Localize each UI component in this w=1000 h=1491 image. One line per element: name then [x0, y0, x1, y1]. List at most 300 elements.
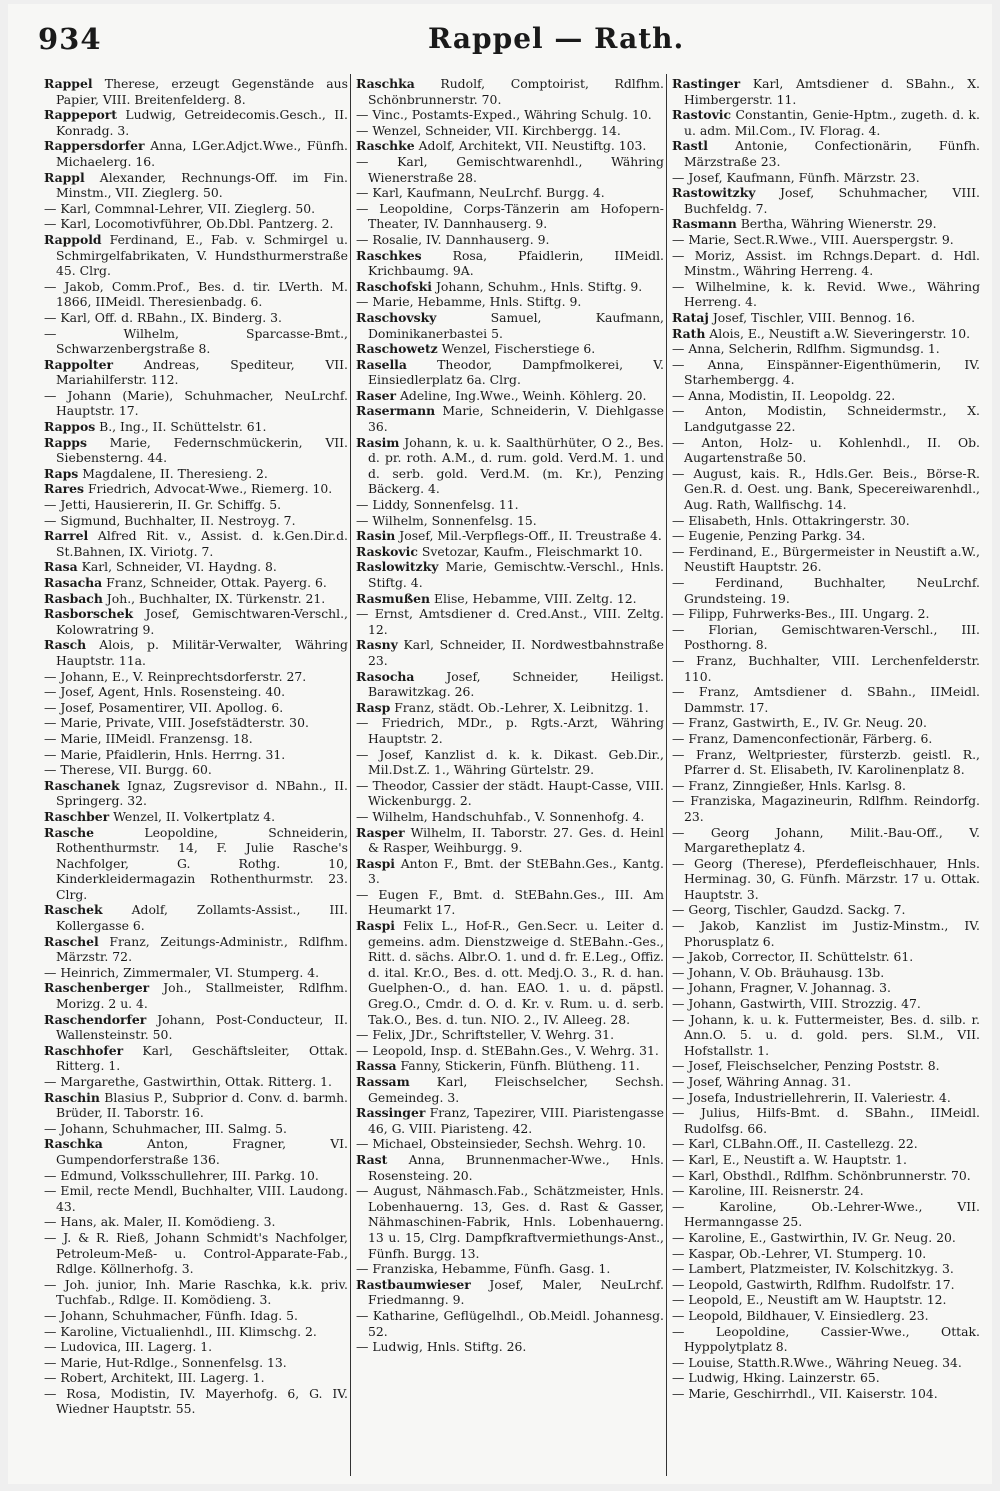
entry-surname: Raschendorfer: [44, 1011, 147, 1027]
entry-details: — Karl, Gemischtwarenhdl., Währing Wienerstraße 28.: [356, 153, 664, 185]
entry-details: — Josefa, Industriellehrerin, II. Valeriestr. 4.: [672, 1089, 951, 1105]
entry-details: Ignaz, Zugsrevisor d. NBahn., II. Springerg. 32.: [56, 777, 348, 809]
directory-entry: [44, 715, 348, 731]
directory-entry: [672, 949, 980, 965]
directory-entry: [356, 825, 664, 856]
entry-details: — Wilhelm, Sonnenfelsg. 15.: [356, 512, 537, 528]
entry-details: Leopoldine, Schneiderin, Rothenthurmstr. 14, F. Julie Rasche's Nachfolger, G. Rothg. 10, Kinderkleidermagazin Rothenthurmstr. 23. Clrg.: [56, 824, 348, 902]
entry-details: Theodor, Dampfmolkerei, V. Einsiedlerplatz 6a. Clrg.: [368, 356, 664, 388]
entry-details: — Rosa, Modistin, IV. Mayerhofg. 6, G. IV. Wiedner Hauptstr. 55.: [44, 1385, 348, 1417]
column-rule: [666, 74, 667, 1476]
directory-entry: [356, 388, 664, 404]
entry-details: Marie, Schneiderin, V. Diehlgasse 36.: [368, 403, 664, 435]
directory-entry: [44, 138, 348, 169]
entry-surname: Rasper: [356, 824, 405, 840]
directory-entry: [672, 1277, 980, 1293]
directory-entry: [44, 107, 348, 138]
entry-details: — Anton, Holz- u. Kohlenhdl., II. Ob. Augartenstraße 50.: [672, 434, 980, 466]
directory-entry: [672, 216, 980, 232]
column-2: [356, 76, 664, 1476]
directory-entry: [672, 1012, 980, 1059]
entry-surname: Rares: [44, 481, 84, 497]
entry-details: Blasius P., Subprior d. Conv. d. barmh. Brüder, II. Taborstr. 16.: [56, 1089, 348, 1121]
entry-details: — Georg Johann, Milit.-Bau-Off., V. Margaretheplatz 4.: [672, 824, 980, 856]
entry-surname: Rastovic: [672, 107, 732, 123]
entry-details: — Michael, Obsteinsieder, Sechsh. Wehrg. 10.: [356, 1136, 646, 1152]
directory-entry: [672, 388, 980, 404]
directory-entry: [44, 170, 348, 201]
directory-entry: [44, 747, 348, 763]
directory-entry: [356, 1043, 664, 1059]
entry-details: Anna, LGer.Adjct.Wwe., Fünfh. Michaelerg. 16.: [56, 138, 348, 169]
entry-details: — Liddy, Sonnenfelsg. 11.: [356, 497, 519, 513]
entry-details: — Josef, Agent, Hnls. Rosensteing. 40.: [44, 684, 286, 700]
entry-details: Adolf, Architekt, VII. Neustiftg. 103.: [418, 138, 647, 154]
entry-details: — Karl, Off. d. RBahn., IX. Binderg. 3.: [44, 309, 282, 325]
entry-surname: Rappeport: [44, 107, 118, 123]
directory-entry: [44, 435, 348, 466]
directory-entry: [44, 778, 348, 809]
entry-details: — Marie, Private, VIII. Josefstädterstr. 30.: [44, 715, 309, 731]
directory-entry: [44, 1074, 348, 1090]
directory-entry: [44, 1386, 348, 1417]
entry-details: — Marie, Pfaidlerin, Hnls. Herrng. 31.: [44, 746, 286, 762]
entry-details: — Karl, Kaufmann, NeuLrchf. Burgg. 4.: [356, 185, 605, 201]
entry-surname: Rassa: [356, 1058, 397, 1074]
entry-details: Marie, Gemischtw.-Verschl., Hnls. Stiftg. 4.: [368, 559, 664, 590]
entry-details: — Josef, Kaufmann, Fünfh. Märzstr. 23.: [672, 169, 920, 185]
page-number: 934: [38, 22, 102, 56]
entry-details: Josef, Schneider, Heiligst. Barawitzkag. 26.: [368, 668, 664, 700]
entry-surname: Rataj: [672, 309, 709, 325]
directory-entry: [672, 731, 980, 747]
entry-details: — Wenzel, Schneider, VII. Kirchbergg. 14.: [356, 122, 621, 138]
directory-entry: [356, 357, 664, 388]
directory-entry: [672, 1308, 980, 1324]
directory-entry: [356, 232, 664, 248]
directory-entry: [672, 513, 980, 529]
entry-details: Josef, Maler, NeuLrchf. Friedmanng. 9.: [368, 1276, 664, 1308]
entry-details: — Marie, Hut-Rdlge., Sonnenfelsg. 13.: [44, 1354, 287, 1370]
entry-details: — Johann (Marie), Schuhmacher, NeuLrchf. Hauptstr. 17.: [44, 387, 348, 419]
entry-surname: Raspi: [356, 918, 395, 934]
entry-details: — August, Nähmasch.Fab., Schätzmeister, Hnls. Lobenhauerng. 13, Ges. d. Rast & Gasser, Nähmaschinen-Fabrik, Hnls. Lobenhauerng. 13 u. 15, Clrg. Dampfkraftvermiethungs-Anst., Fünfh. Burgg. 13.: [356, 1183, 664, 1261]
entry-details: Ferdinand, E., Fab. v. Schmirgel u. Schmirgelfabrikaten, V. Hundsthurmerstraße 45. Clrg.: [56, 231, 348, 279]
entry-details: Josef, Schuhmacher, VIII. Buchfeldg. 7.: [684, 185, 980, 216]
entry-surname: Raser: [356, 387, 396, 403]
entry-details: — Wilhelm, Handschuhfab., V. Sonnenhofg. 4.: [356, 808, 645, 824]
directory-entry: [44, 232, 348, 279]
entry-surname: Raslowitzky: [356, 559, 439, 575]
entry-surname: Raschenberger: [44, 980, 150, 996]
entry-details: — J. & R. Rieß, Johann Schmidt's Nachfolger, Petroleum-Meß- u. Control-Apparate-Fab., Rdlge. Köllnerhofg. 3.: [44, 1229, 348, 1277]
entry-surname: Raschovsky: [356, 309, 437, 325]
entry-details: — Jakob, Comm.Prof., Bes. d. tir. LVerth. M. 1866, IIMeidl. Theresienbadg. 6.: [44, 278, 348, 310]
entry-details: — Marie, Sect.R.Wwe., VIII. Auerspergstr. 9.: [672, 231, 954, 247]
entry-surname: Raschel: [44, 933, 99, 949]
entry-details: — Anna, Einspänner-Eigenthümerin, IV. Starhembergg. 4.: [672, 356, 980, 388]
directory-entry: [44, 201, 348, 217]
directory-entry: [356, 123, 664, 139]
entry-details: — Jakob, Corrector, II. Schüttelstr. 61.: [672, 949, 914, 965]
entry-details: — Ernst, Amtsdiener d. Cred.Anst., VIII. Zeltg. 12.: [356, 606, 664, 637]
entry-details: — Sigmund, Buchhalter, II. Nestroyg. 7.: [44, 512, 296, 528]
entry-details: Rudolf, Comptoirist, Rdlfhm. Schönbrunnerstr. 70.: [368, 76, 664, 107]
entry-details: — Franziska, Magazineurin, Rdlfhm. Reindorfg. 23.: [672, 793, 980, 824]
entry-details: — Georg (Therese), Pferdefleischhauer, Hnls. Herminag. 30, G. Fünfh. Märzstr. 17 u. Ottak. Hauptstr. 3.: [672, 855, 980, 902]
directory-entry: [44, 419, 348, 435]
directory-entry: [44, 1136, 348, 1167]
entry-surname: Rasch: [44, 637, 87, 653]
entry-surname: Raspi: [356, 855, 395, 871]
directory-entry: [356, 1183, 664, 1261]
entry-details: — Leopoldine, Cassier-Wwe., Ottak. Hyppolytplatz 8.: [672, 1323, 980, 1355]
entry-surname: Rassam: [356, 1074, 410, 1089]
entry-details: — Wilhelm, Sparcasse-Bmt., Schwarzenbergstraße 8.: [44, 325, 348, 357]
directory-entry: [44, 684, 348, 700]
entry-surname: Raskovic: [356, 543, 418, 559]
directory-entry: [356, 1074, 664, 1105]
directory-entry: [44, 1214, 348, 1230]
entry-details: — Franz, Zinngießer, Hnls. Karlsg. 8.: [672, 777, 906, 793]
entry-details: Karl, Amtsdiener d. SBahn., X. Himbergerstr. 11.: [684, 76, 980, 107]
entry-details: — Franz, Buchhalter, VIII. Lerchenfelderstr. 110.: [672, 652, 980, 684]
entry-details: Bertha, Währing Wienerstr. 29.: [740, 216, 937, 232]
entry-details: — Kaspar, Ob.-Lehrer, VI. Stumperg. 10.: [672, 1245, 927, 1261]
entry-surname: Rasacha: [44, 575, 103, 590]
entry-details: Karl, Fleischselcher, Sechsh. Gemeindeg. 3.: [368, 1074, 664, 1105]
directory-entry: [672, 357, 980, 388]
entry-details: Karl, Geschäftsleiter, Ottak. Ritterg. 1.: [56, 1042, 348, 1074]
entry-surname: Rastbaumwieser: [356, 1276, 471, 1292]
entry-details: — Eugenie, Penzing Parkg. 34.: [672, 528, 866, 544]
entry-details: Joh., Stallmeister, Rdlfhm. Morizg. 2 u. 4.: [56, 980, 348, 1012]
directory-entry: [672, 1261, 980, 1277]
column-1: [44, 76, 348, 1476]
entry-details: — Heinrich, Zimmermaler, VI. Stumperg. 4.: [44, 964, 320, 980]
directory-entry: [356, 918, 664, 1027]
directory-entry: [672, 544, 980, 575]
column-3: [672, 76, 980, 1476]
entry-surname: Rappos: [44, 419, 96, 435]
entry-details: — Ludwig, Hnls. Stiftg. 26.: [356, 1339, 527, 1355]
directory-entry: [672, 435, 980, 466]
entry-details: Franz, Schneider, Ottak. Payerg. 6.: [106, 575, 327, 590]
directory-entry: [356, 154, 664, 185]
entry-details: — Josef, Währing Annag. 31.: [672, 1074, 852, 1089]
entry-details: Johann, Post-Conducteur, II. Wallensteinstr. 50.: [56, 1011, 348, 1043]
entry-details: — Josef, Posamentirer, VII. Apollog. 6.: [44, 699, 284, 715]
entry-details: — Louise, Statth.R.Wwe., Währing Neueg. 34.: [672, 1354, 962, 1370]
entry-details: — Ludwig, Hking. Lainzerstr. 65.: [672, 1370, 880, 1386]
directory-entry: [672, 1168, 980, 1184]
directory-entry: [44, 497, 348, 513]
directory-entry: [672, 466, 980, 513]
directory-entry: [672, 1074, 980, 1090]
entry-details: Josef, Tischler, VIII. Bennog. 16.: [712, 309, 916, 325]
directory-entry: [44, 669, 348, 685]
directory-entry: [44, 1183, 348, 1214]
entry-details: — Marie, Geschirrhdl., VII. Kaiserstr. 104.: [672, 1385, 938, 1401]
entry-surname: Rasa: [44, 559, 78, 575]
directory-entry: [44, 591, 348, 607]
directory-entry: [356, 435, 664, 497]
entry-surname: Rasbach: [44, 590, 103, 606]
directory-entry: [672, 684, 980, 715]
entry-details: — Ferdinand, Buchhalter, NeuLrchf. Grundsteing. 19.: [672, 575, 980, 606]
entry-surname: Rastinger: [672, 76, 741, 91]
entry-surname: Rappolter: [44, 356, 114, 372]
entry-details: — Karoline, E., Gastwirthin, IV. Gr. Neug. 20.: [672, 1229, 956, 1245]
entry-details: Marie, Federnschmückerin, VII. Siebensterng. 44.: [56, 434, 348, 466]
entry-details: — Moriz, Assist. im Rchngs.Depart. d. Hdl. Minstm., Währing Herreng. 4.: [672, 247, 980, 279]
directory-entry: [672, 1386, 980, 1402]
directory-entry: [672, 1370, 980, 1386]
entry-details: Wenzel, Fischerstiege 6.: [441, 341, 596, 357]
directory-entry: [44, 980, 348, 1011]
entry-details: — Jakob, Kanzlist im Justiz-Minstm., IV. Phorusplatz 6.: [672, 918, 980, 949]
entry-details: — Vinc., Postamts-Exped., Währing Schulg. 10.: [356, 107, 652, 123]
directory-entry: [356, 778, 664, 809]
entry-details: Adolf, Zollamts-Assist., III. Kollergasse 6.: [56, 902, 348, 934]
directory-entry: [356, 1339, 664, 1355]
directory-entry: [44, 1277, 348, 1308]
directory-entry: [356, 107, 664, 123]
entry-details: Franz, Zeitungs-Administr., Rdlfhm. Märzstr. 72.: [56, 933, 348, 965]
directory-entry: [44, 513, 348, 529]
directory-entry: [356, 747, 664, 778]
directory-entry: [44, 466, 348, 482]
entry-details: — Karoline, Victualienhdl., III. Klimschg. 2.: [44, 1323, 317, 1339]
entry-surname: Rasmann: [672, 216, 737, 232]
entry-surname: Rasborschek: [44, 606, 134, 622]
directory-entry: [356, 185, 664, 201]
entry-details: — Felix, JDr., Schriftsteller, V. Wehrg. 31.: [356, 1027, 615, 1043]
entry-details: — Karl, Obsthdl., Rdlfhm. Schönbrunnerstr. 70.: [672, 1167, 971, 1183]
entry-surname: Raschanek: [44, 777, 120, 793]
entry-details: — Anna, Modistin, II. Leopoldg. 22.: [672, 387, 896, 403]
entry-details: — Eugen F., Bmt. d. StEBahn.Ges., III. Am Heumarkt 17.: [356, 886, 664, 918]
directory-entry: [356, 637, 664, 668]
entry-details: — Karoline, Ob.-Lehrer-Wwe., VII. Hermanngasse 25.: [672, 1198, 980, 1230]
directory-entry: [44, 809, 348, 825]
column-rule: [350, 74, 351, 1476]
entry-details: Karl, Schneider, II. Nordwestbahnstraße 23.: [368, 637, 664, 668]
entry-details: — Leopold, Insp. d. StEBahn.Ges., V. Wehrg. 31.: [356, 1042, 659, 1058]
entry-surname: Rarrel: [44, 528, 89, 544]
entry-details: Andreas, Spediteur, VII. Mariahilferstr. 112.: [56, 356, 348, 388]
directory-entry: [356, 1105, 664, 1136]
directory-entry: [44, 357, 348, 388]
directory-entry: [44, 700, 348, 716]
entry-details: — Karl, CLBahn.Off., II. Castellezg. 22.: [672, 1136, 918, 1152]
directory-entry: [356, 856, 664, 887]
directory-entry: [672, 856, 980, 903]
directory-entry: [672, 918, 980, 949]
entry-details: — Elisabeth, Hnls. Ottakringerstr. 30.: [672, 512, 910, 528]
directory-entry: [356, 279, 664, 295]
directory-entry: [672, 1183, 980, 1199]
directory-entry: [44, 216, 348, 232]
directory-entry: [672, 1324, 980, 1355]
entry-details: — Karl, Commnal-Lehrer, VII. Zieglerg. 50.: [44, 200, 316, 216]
directory-entry: [44, 1121, 348, 1137]
directory-entry: [44, 1090, 348, 1121]
entry-surname: Raschek: [44, 902, 103, 918]
directory-entry: [672, 965, 980, 981]
entry-details: — Therese, VII. Burgg. 60.: [44, 762, 212, 778]
entry-details: — Florian, Gemischtwaren-Verschl., III. Posthorng. 8.: [672, 621, 980, 653]
entry-details: Antonie, Confectionärin, Fünfh. Märzstraße 23.: [684, 138, 980, 169]
entry-details: — Franz, Damenconfectionär, Färberg. 6.: [672, 730, 933, 746]
directory-entry: [672, 747, 980, 778]
entry-details: — Friedrich, MDr., p. Rgts.-Arzt, Währing Hauptstr. 2.: [356, 715, 664, 746]
directory-entry: [44, 1308, 348, 1324]
entry-details: — Edmund, Volksschullehrer, III. Parkg. 10.: [44, 1167, 319, 1183]
directory-entry: [672, 715, 980, 731]
entry-details: — Filipp, Fuhrwerks-Bes., III. Ungarg. 2.: [672, 606, 930, 622]
entry-details: — Leopold, Gastwirth, Rdlfhm. Rudolfstr. 17.: [672, 1276, 955, 1292]
entry-details: Alois, p. Militär-Verwalter, Währing Hauptstr. 11a.: [56, 637, 348, 668]
directory-entry: [672, 341, 980, 357]
entry-details: Anton F., Bmt. der StEBahn.Ges., Kantg. 3.: [368, 855, 664, 887]
entry-details: Josef, Gemischtwaren-Verschl., Kolowratring 9.: [56, 606, 348, 637]
entry-details: Wenzel, II. Volkertplatz 4.: [113, 808, 276, 824]
entry-details: — Anna, Selcherin, Rdlfhm. Sigmundsg. 1.: [672, 341, 940, 357]
entry-details: — Leopold, Bildhauer, V. Einsiedlerg. 23.: [672, 1307, 929, 1323]
directory-entry: [356, 138, 664, 154]
directory-entry: [44, 1230, 348, 1277]
directory-entry: [356, 310, 664, 341]
entry-details: — Johann, E., V. Reinprechtsdorferstr. 27.: [44, 668, 307, 684]
entry-surname: Rasermann: [356, 403, 436, 419]
entry-details: Karl, Schneider, VI. Haydng. 8.: [81, 559, 277, 575]
entry-surname: Raschhofer: [44, 1042, 124, 1058]
directory-entry: [44, 1012, 348, 1043]
entry-details: Svetozar, Kaufm., Fleischmarkt 10.: [421, 543, 643, 559]
directory-entry: [672, 622, 980, 653]
directory-entry: [356, 700, 664, 716]
entry-details: Johann, Schuhm., Hnls. Stiftg. 9.: [435, 278, 643, 294]
entry-surname: Rasocha: [356, 668, 415, 684]
entry-details: Franz, Tapezirer, VIII. Piaristengasse 46, G. VIII. Piaristeng. 42.: [368, 1105, 664, 1136]
directory-entry: [672, 996, 980, 1012]
entry-surname: Raschkes: [356, 247, 422, 263]
entry-surname: Rappersdorfer: [44, 138, 145, 154]
directory-entry: [44, 1168, 348, 1184]
entry-details: — Robert, Architekt, III. Lagerg. 1.: [44, 1370, 265, 1386]
entry-surname: Rasella: [356, 356, 407, 372]
entry-surname: Raschin: [44, 1089, 100, 1105]
entry-details: — Wilhelmine, k. k. Revid. Wwe., Währing Herreng. 4.: [672, 278, 980, 310]
directory-entry: [672, 1230, 980, 1246]
entry-details: Alois, E., Neustift a.W. Sieveringerstr. 10.: [709, 325, 971, 341]
entry-details: — Franz, Weltpriester, fürsterzb. geistl. R., Pfarrer d. St. Elisabeth, IV. Karolinenplatz 8.: [672, 746, 980, 778]
directory-entry: [356, 669, 664, 700]
entry-details: Adeline, Ing.Wwe., Weinh. Köhlerg. 20.: [399, 387, 647, 403]
directory-entry: [44, 762, 348, 778]
directory-entry: [672, 1152, 980, 1168]
entry-surname: Rasny: [356, 637, 398, 653]
entry-details: — Johann, Gastwirth, VIII. Strozzig. 47.: [672, 996, 921, 1012]
directory-entry: [672, 653, 980, 684]
directory-entry: [44, 1355, 348, 1371]
entry-surname: Raps: [44, 465, 79, 481]
entry-details: B., Ing., II. Schüttelstr. 61.: [99, 419, 267, 435]
entry-details: Magdalene, II. Theresieng. 2.: [82, 465, 268, 481]
entry-details: Rosa, Pfaidlerin, IIMeidl. Krichbaumg. 9A.: [368, 247, 664, 279]
entry-details: Joh., Buchhalter, IX. Türkenstr. 21.: [106, 590, 326, 606]
directory-entry: [44, 575, 348, 591]
directory-entry: [356, 201, 664, 232]
directory-entry: [44, 934, 348, 965]
entry-details: — Josef, Kanzlist d. k. k. Dikast. Geb.Dir., Mil.Dst.Z. 1., Währing Gürtelstr. 29.: [356, 746, 664, 778]
directory-entry: [672, 606, 980, 622]
directory-entry: [356, 403, 664, 434]
entry-details: — Lambert, Platzmeister, IV. Kolschitzkyg. 3.: [672, 1261, 954, 1277]
entry-surname: Rapps: [44, 434, 87, 450]
directory-entry: [44, 902, 348, 933]
entry-details: Friedrich, Advocat-Wwe., Riemerg. 10.: [87, 481, 333, 497]
entry-details: — Theodor, Cassier der städt. Haupt-Casse, VIII. Wickenburgg. 2.: [356, 777, 664, 809]
directory-entry: [672, 528, 980, 544]
directory-entry: [672, 902, 980, 918]
directory-entry: [672, 1136, 980, 1152]
entry-details: Samuel, Kaufmann, Dominikanerbastei 5.: [368, 309, 664, 341]
entry-surname: Raschofski: [356, 278, 433, 294]
directory-entry: [356, 76, 664, 107]
directory-entry: [44, 326, 348, 357]
directory-entry: [44, 1043, 348, 1074]
entry-details: — Jetti, Hausiererin, II. Gr. Schiffg. 5.: [44, 497, 282, 513]
entry-details: Alexander, Rechnungs-Off. im Fin. Minstm., VII. Zieglerg. 50.: [56, 169, 348, 201]
directory-entry: [356, 591, 664, 607]
entry-surname: Rappl: [44, 169, 85, 185]
entry-details: Therese, erzeugt Gegenstände aus Papier, VIII. Breitenfelderg. 8.: [56, 76, 348, 107]
directory-entry: [672, 403, 980, 434]
entry-surname: Rasche: [44, 824, 95, 840]
directory-entry: [44, 637, 348, 668]
directory-entry: [672, 310, 980, 326]
entry-surname: Rasp: [356, 699, 391, 715]
directory-entry: [44, 388, 348, 419]
page-header: [38, 18, 978, 64]
directory-entry: [672, 1199, 980, 1230]
entry-details: Felix L., Hof-R., Gen.Secr. u. Leiter d. gemeins. adm. Dienstzweige d. StEBahn.-Ges., Ritt. d. sächs. Albr.O. 1. und d. fr. E.Leg., Offiz. d. ital. Kr.O., Bes. d. ott. Medj.O. 3., R. d. han. Guelphen-O., d. han. EAO. 1. u. d. päpstl. Greg.O., Cmdr. d. O. d. Kr. v. Rum. u. d. serb. Tak.O., Bes. d. tun. NIO. 2., IV. Alleeg. 28.: [368, 918, 664, 1027]
entry-surname: Rath: [672, 325, 706, 341]
entry-details: — Marie, IIMeidl. Franzensg. 18.: [44, 730, 253, 746]
entry-details: — Margarethe, Gastwirthin, Ottak. Ritterg. 1.: [44, 1074, 332, 1089]
entry-surname: Rast: [356, 1151, 388, 1167]
entry-details: — Katharine, Geflügelhdl., Ob.Meidl. Johannesg. 52.: [356, 1307, 664, 1339]
entry-details: — Karl, E., Neustift a. W. Hauptstr. 1.: [672, 1151, 907, 1167]
entry-surname: Rappold: [44, 231, 102, 247]
entry-surname: Rasmußen: [356, 590, 431, 606]
entry-details: — Franz, Amtsdiener d. SBahn., IIMeidl. Dammstr. 17.: [672, 684, 980, 715]
entry-details: Ludwig, Getreidecomis.Gesch., II. Konradg. 3.: [56, 107, 348, 138]
entry-details: — Johann, k. u. k. Futtermeister, Bes. d. silb. r. Ann.O. 5. u. d. gold. pers. Sl.M., VII. Hofstallstr. 1.: [672, 1011, 980, 1058]
directory-entry: [672, 1246, 980, 1262]
directory-entry: [44, 528, 348, 559]
entry-details: — Leopoldine, Corps-Tänzerin am Hofopern-Theater, IV. Dannhauserg. 9.: [356, 200, 664, 232]
entry-surname: Rastl: [672, 138, 709, 154]
entry-details: Johann, k. u. k. Saalthürhüter, O 2., Bes. d. pr. roth. A.M., d. rum. gold. Verd.M. 1. und d. serb. gold. Verd.M. (m. Kr.), Penzing Bäckerg. 4.: [368, 434, 664, 497]
directory-entry: [356, 1136, 664, 1152]
entry-surname: Raschber: [44, 808, 110, 824]
entry-details: — Johann, V. Ob. Bräuhausg. 13b.: [672, 964, 885, 980]
entry-details: — Joh. junior, Inh. Marie Raschka, k.k. priv. Tuchfab., Rdlge. II. Komödieng. 3.: [44, 1276, 348, 1308]
directory-entry: [44, 559, 348, 575]
